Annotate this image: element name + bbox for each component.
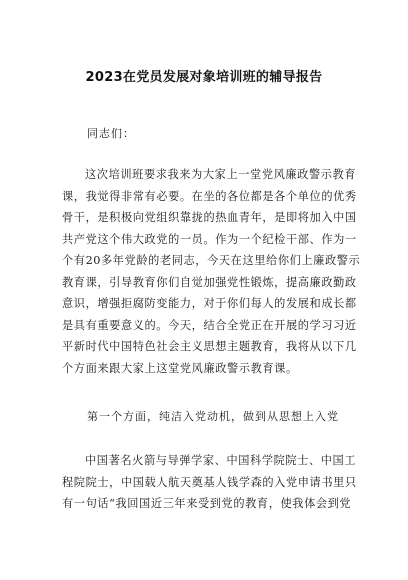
paragraph-line: 程院院士，中国载人航天奠基人钱学森的入党申请书里只	[62, 475, 357, 489]
paragraph-line: 平新时代中国特色社会主义思想主题教育，我将从以下几	[62, 340, 357, 353]
paragraph-line: 个有20多年党龄的老同志，今天在这里给你们上廉政警示	[62, 254, 361, 267]
paragraph-line: 共产党这个伟大政党的一员。作为一个纪检干部、作为一	[62, 232, 357, 246]
section-heading: 第一个方面，纯洁入党动机，做到从思想上入党	[87, 410, 339, 423]
paragraph-line: 中国著名火箭与导弹学家、中国科学院院士、中国工	[85, 454, 357, 467]
paragraph-line: 骨干，是积极向党组织靠拢的热血青年，是即将加入中国	[62, 211, 357, 224]
paragraph-line: 这次培训班要求我来为大家上一堂党风廉政警示教育	[85, 168, 357, 181]
paragraph-intro	[62, 164, 361, 379]
paragraph-line: 是具有重要意义的。今天，结合全党正在开展的学习习近	[62, 318, 357, 332]
paragraph-line: 教育课，引导教育你们自觉加强党性锻炼，提高廉政勤政	[62, 275, 357, 289]
paragraph-line: 有一句话“我回国近三年来受到党的教育，使我体会到党	[62, 497, 352, 510]
paragraph-line: 个方面来跟大家上这堂党风廉政警示教育课。	[62, 361, 298, 375]
paragraph-qian-xuesen	[62, 450, 357, 515]
paragraph-line: 意识，增强拒腐防变能力，对于你们每人的发展和成长都	[62, 297, 357, 310]
salutation: 同志们：	[87, 127, 135, 140]
paragraph-line: 课，我觉得非常有必要。在坐的各位都是各个单位的优秀	[62, 189, 357, 203]
document-title: 2023在党员发展对象培训班的辅导报告	[85, 70, 323, 85]
